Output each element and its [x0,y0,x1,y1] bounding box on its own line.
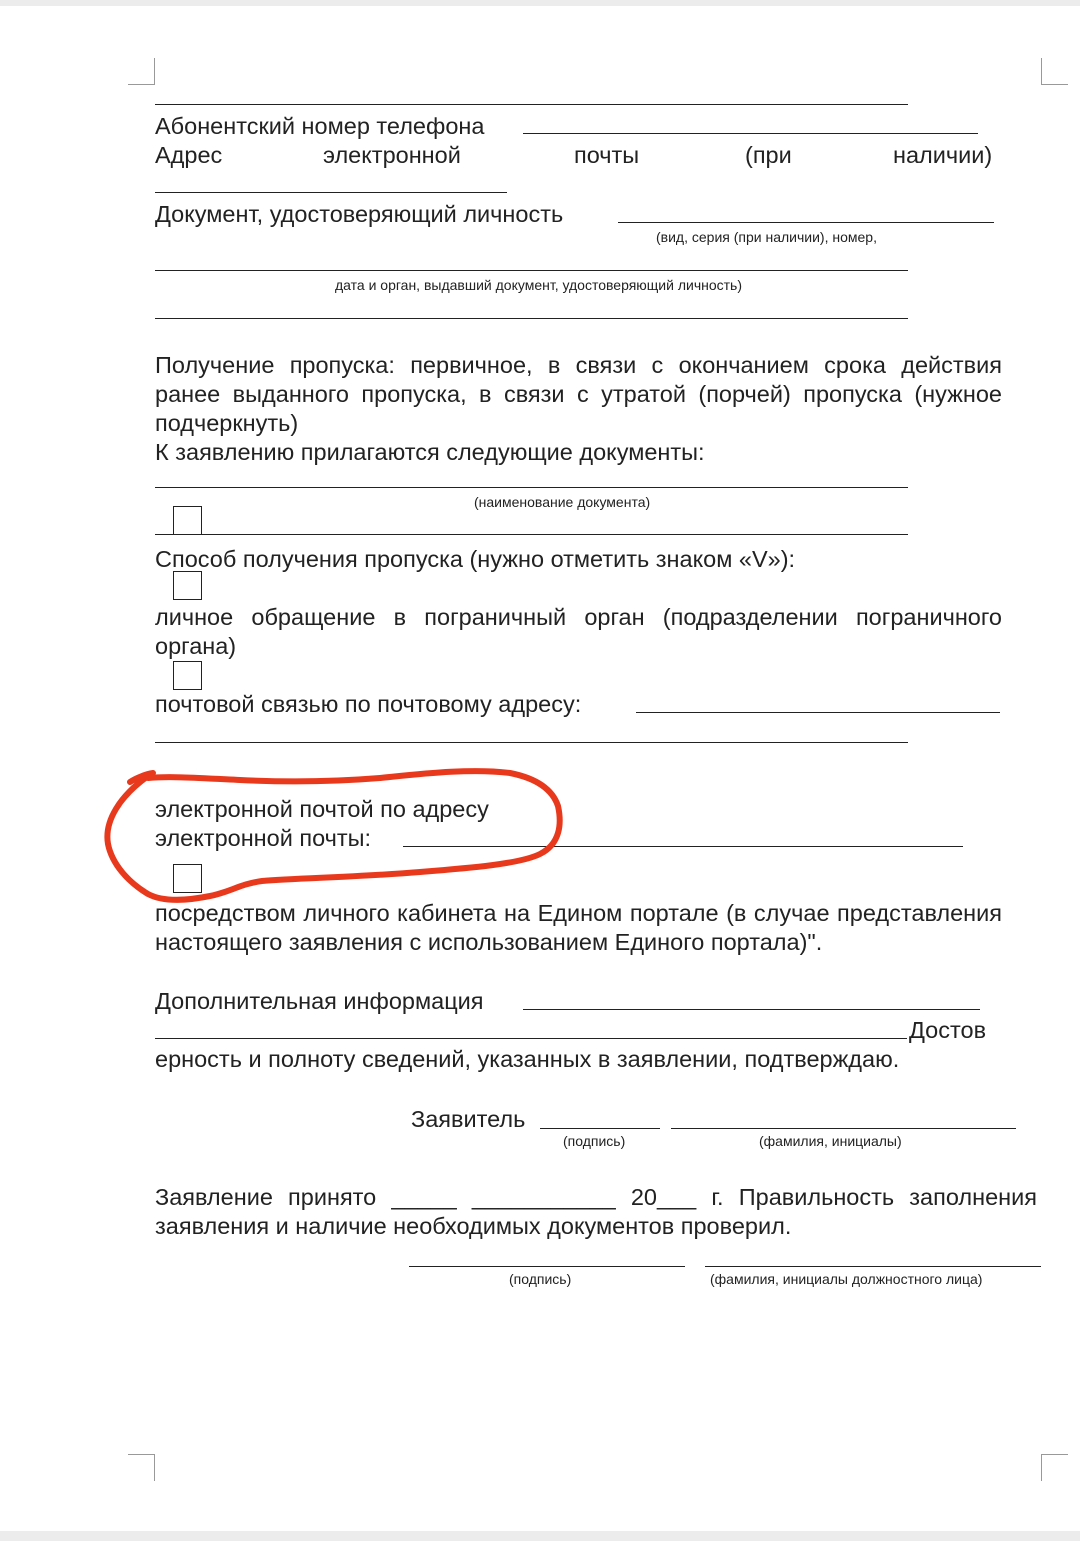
email-word: Адрес [155,142,223,168]
post-address-input-line[interactable] [636,712,1000,713]
name-hint: (фамилия, инициалы) [759,1133,902,1149]
phone-input-line[interactable] [523,133,978,134]
attached-doc-input-line-2[interactable] [155,534,908,535]
checkbox[interactable] [173,506,202,535]
officer-signature-line[interactable] [409,1266,685,1267]
confirm-rest: ерность и полноту сведений, указанных в заявлении, подтверждаю. [155,1046,900,1072]
pass-receipt-paragraph: Получение пропуска: первичное, в связи с окончанием срока действия ранее выданного пропуска, в связи с утратой (порчей) пропуска (нужное подчеркнуть) [155,352,1002,436]
id-doc-hint: (вид, серия (при наличии), номер, [656,229,877,245]
email-address-input-line[interactable] [403,846,963,847]
option-post: почтовой связью по почтовому адресу: [155,691,582,717]
attached-docs-label: К заявлению прилагаются следующие документы: [155,439,705,465]
confirm-start: Достов [909,1017,987,1043]
extra-info-input-line[interactable] [523,1009,980,1010]
red-annotation-circle [0,6,1080,1531]
crop-mark-bottom-left [128,1454,155,1481]
email-input-line[interactable] [155,192,507,193]
extra-info-input-line-2[interactable] [155,1038,907,1039]
method-label: Способ получения пропуска (нужно отметить знаком «V»): [155,546,796,572]
attached-doc-input-line[interactable] [155,487,908,488]
crop-mark-top-left [128,58,155,85]
id-doc-input-line[interactable] [618,222,994,223]
document-page [0,6,1080,1531]
applicant-label: Заявитель [411,1106,526,1132]
signature-hint: (подпись) [563,1133,626,1149]
crop-mark-top-right [1041,58,1068,85]
post-address-input-line-2[interactable] [155,742,908,743]
crop-mark-bottom-right [1041,1454,1068,1481]
option-portal: посредством личного кабинета на Едином портале (в случае представления настоящего заявления с использованием Единого портала)". [155,900,1002,955]
option-email-line2: электронной почты: [155,825,372,851]
email-word: наличии) [893,142,993,168]
checkbox-post[interactable] [173,661,202,690]
email-word: (при [745,142,792,168]
id-doc-input-line-3[interactable] [155,318,908,319]
officer-signature-hint: (подпись) [509,1271,572,1287]
id-doc-input-line-2[interactable] [155,270,908,271]
email-word: электронной [323,142,461,168]
option-personal: личное обращение в пограничный орган (подразделении пограничного органа) [155,604,1002,659]
applicant-name-line[interactable] [671,1128,1016,1129]
applicant-signature-line[interactable] [540,1128,660,1129]
extra-info-label: Дополнительная информация [155,988,484,1014]
officer-name-hint: (фамилия, инициалы должностного лица) [710,1271,983,1287]
checkbox-personal[interactable] [173,571,202,600]
id-doc-hint-2: дата и орган, выдавший документ, удостоверяющий личность) [335,277,742,293]
id-doc-label: Документ, удостоверяющий личность [155,201,564,227]
blank-line[interactable] [155,104,908,105]
checkbox-portal[interactable] [173,864,202,893]
phone-label: Абонентский номер телефона [155,113,485,139]
accepted-paragraph: Заявление принято _____ ___________ 20___ г. Правильность заполнения заявления и наличие необходимых документов проверил. [155,1184,1037,1239]
option-email-line1: электронной почтой по адресу [155,796,489,822]
doc-name-hint: (наименование документа) [474,494,651,510]
officer-name-line[interactable] [705,1266,1041,1267]
email-word: почты [574,142,640,168]
